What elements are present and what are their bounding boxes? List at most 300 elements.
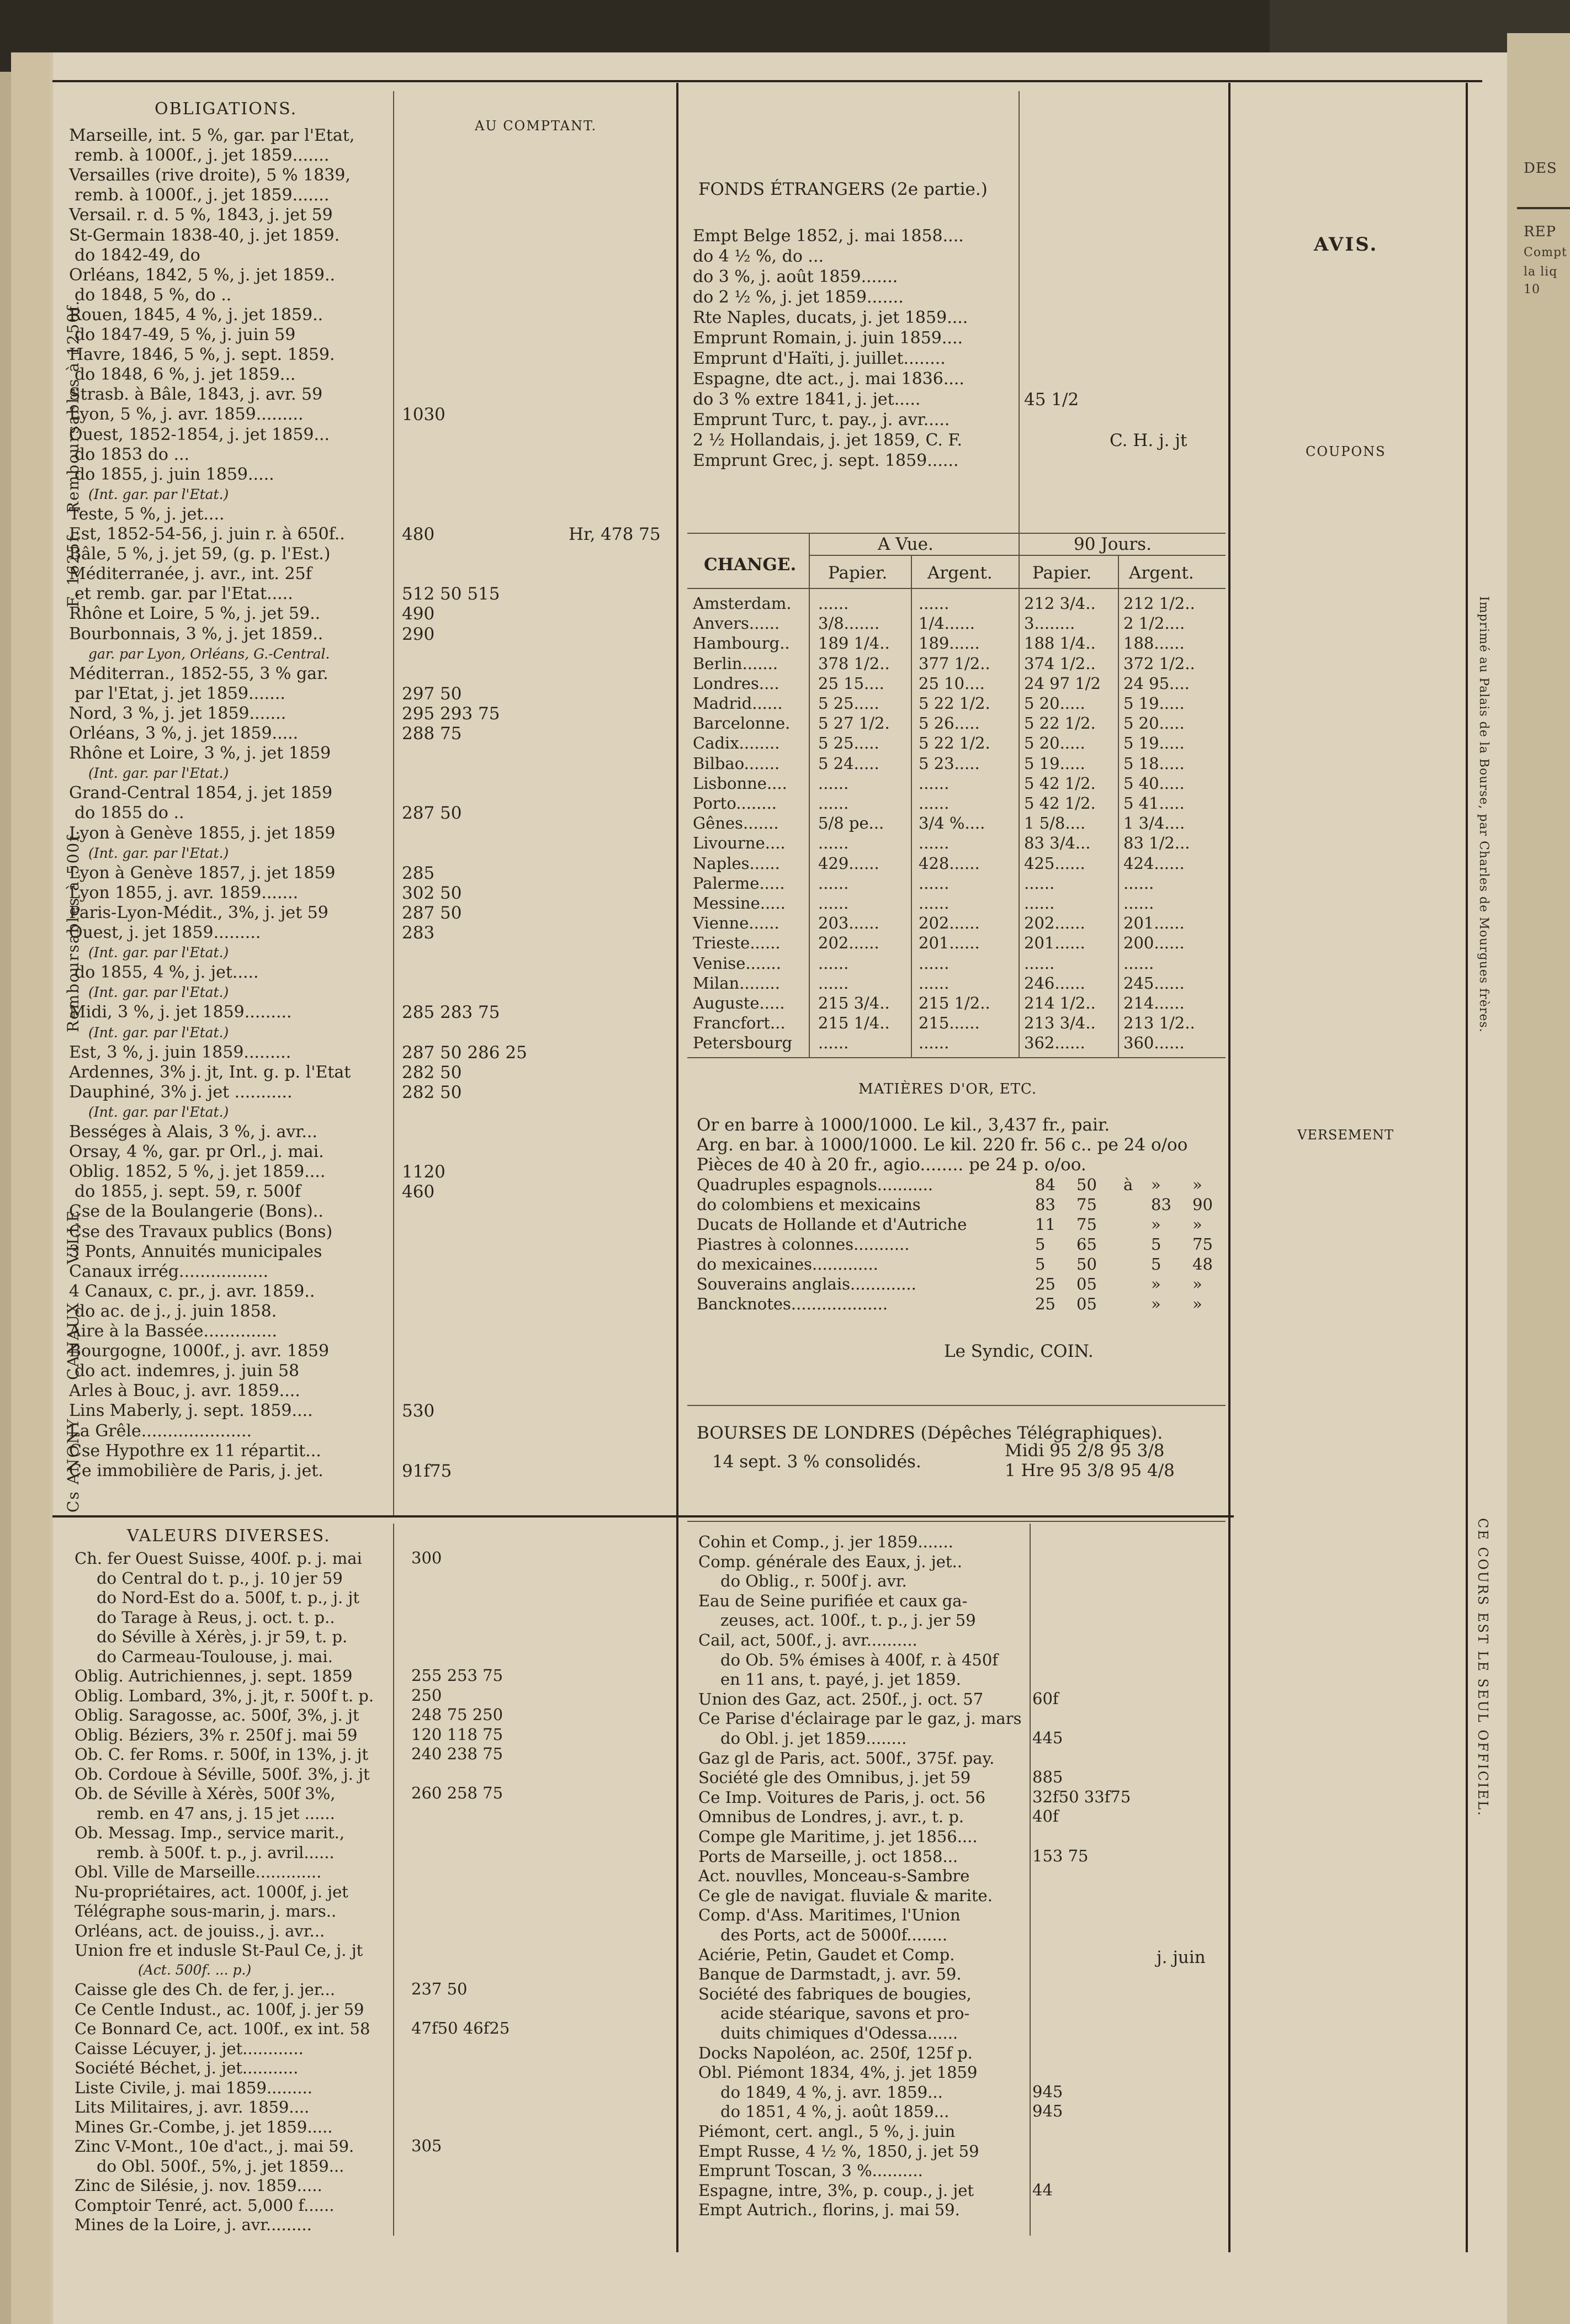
change-city: Auguste..... — [693, 994, 785, 1012]
obligation-line: remb. à 1000f., j. jet 1859....... — [75, 146, 330, 166]
valeur-line: remb. en 47 ans, j. 15 jet ...... — [97, 1803, 335, 1823]
change-rate: 377 1/2.. — [919, 654, 990, 673]
matieres-line3: Pièces de 40 à 20 fr., agio........ pe 24 p. o/oo. — [697, 1155, 1086, 1175]
valeur-line: Caisse gle des Ch. de fer, j. jer... — [75, 1980, 336, 1999]
change-rate: 212 3/4.. — [1024, 594, 1096, 613]
change-col-rule-4 — [1118, 555, 1119, 1057]
valeur-value: 240 238 75 — [411, 1744, 503, 1763]
top-rule — [52, 80, 1482, 82]
change-city: Palerme..... — [693, 873, 785, 893]
adjacent-des: DES — [1524, 160, 1557, 177]
change-city: Barcelonne. — [693, 714, 791, 733]
change-avue: A Vue. — [878, 534, 933, 554]
obligation-line: Est, 3 %, j. juin 1859......... — [69, 1042, 291, 1062]
matiere-value: 90 — [1192, 1195, 1213, 1214]
change-rate: ...... — [818, 594, 849, 613]
obligation-value: 91f75 — [402, 1461, 452, 1481]
change-rate: 362...... — [1024, 1033, 1085, 1053]
obligation-value: 1030 — [402, 405, 445, 425]
change-head-rule — [809, 555, 1226, 556]
londres-rule — [687, 1405, 1226, 1406]
obligation-line: Strasb. à Bâle, 1843, j. avr. 59 — [69, 385, 323, 405]
change-rate: ...... — [919, 794, 950, 813]
change-rate: 1/4...... — [919, 614, 975, 633]
officiel-note: CE COURS EST LE SEUL OFFICIEL. — [1475, 1518, 1491, 1817]
valeur-line: do Carmeau-Toulouse, j. mai. — [97, 1647, 333, 1666]
obligation-value-2: Hr, 478 75 — [569, 524, 661, 544]
change-city: Madrid...... — [693, 694, 783, 713]
obligation-line: do 1848, 6 %, j. jet 1859... — [75, 365, 296, 385]
change-rate: 24 95.... — [1123, 673, 1190, 693]
matieres-line1: Or en barre à 1000/1000. Le kil., 3,437 fr., pair. — [697, 1115, 1110, 1135]
matiere-value: 65 — [1076, 1235, 1097, 1254]
valeur2-line: do Obl. j. jet 1859........ — [720, 1729, 907, 1748]
obligation-line: do 1848, 5 %, do .. — [75, 285, 232, 305]
obligation-line: Nord, 3 %, j. jet 1859....... — [69, 703, 287, 723]
londres-r2: 1 Hre 95 3/8 95 4/8 — [1005, 1461, 1175, 1481]
valeur2-line: en 11 ans, t. payé, j. jet 1859. — [720, 1670, 961, 1689]
change-rate: 5 25..... — [818, 734, 879, 753]
valeur-line: Mines Gr.-Combe, j. jet 1859..... — [75, 2117, 333, 2136]
valeurs-title: VALEURS DIVERSES. — [127, 1526, 331, 1546]
valeur-line: (Act. 500f. ... p.) — [138, 1961, 252, 1978]
change-city: Gênes....... — [693, 814, 779, 833]
obligation-value: 1120 — [402, 1162, 445, 1182]
obligation-line: Cse Hypothre ex 11 répartit... — [69, 1441, 321, 1461]
change-city: Vienne...... — [693, 914, 779, 933]
obligation-value: 285 — [402, 863, 435, 883]
valeur-line: Ob. de Séville à Xérès, 500f 3%, — [75, 1784, 336, 1803]
fonds-line: Emprunt Turc, t. pay., j. avr..... — [693, 410, 950, 429]
change-rate: 1 3/4.... — [1123, 814, 1185, 833]
matiere-value: 48 — [1192, 1255, 1213, 1274]
obligation-value: 490 — [402, 604, 435, 624]
change-rate: 5 22 1/2. — [919, 734, 990, 753]
obligation-value: 290 — [402, 624, 435, 644]
obligation-line: Rhône et Loire, 3 %, j. jet 1859 — [69, 744, 331, 763]
valeur2-line: Act. nouvlles, Monceau-s-Sambre — [698, 1866, 970, 1886]
londres-title: BOURSES DE LONDRES (Dépêches Télégraphiques). — [697, 1423, 1163, 1443]
valeur-line: Nu-propriétaires, act. 1000f, j. jet — [75, 1882, 348, 1901]
obligation-line: (Int. gar. par l'Etat.) — [88, 845, 229, 861]
change-rate: 372 1/2.. — [1123, 654, 1195, 673]
change-rate: ...... — [818, 773, 849, 793]
obligation-line: do 1853 do ... — [75, 444, 190, 464]
valeur-value: 47f50 46f25 — [411, 2019, 510, 2038]
valeur2-line: Empt Russe, 4 ½ %, 1850, j. jet 59 — [698, 2141, 979, 2161]
change-90jours: 90 Jours. — [1074, 534, 1152, 554]
valeur-line: do Tarage à Reus, j. oct. t. p.. — [97, 1607, 335, 1627]
valeur-line: Orléans, act. de jouiss., j. avr... — [75, 1921, 325, 1940]
change-city: Hambourg.. — [693, 634, 790, 653]
obligation-line: Bourgogne, 1000f., j. avr. 1859 — [69, 1341, 330, 1361]
change-rate: 202...... — [919, 914, 980, 933]
adjacent-rule — [1517, 207, 1570, 209]
fonds-line: Espagne, dte act., j. mai 1836.... — [693, 369, 964, 389]
valeur2-value: 40f — [1032, 1807, 1059, 1826]
obligation-line: do 1855, j. juin 1859..... — [75, 464, 274, 484]
change-rate: ...... — [919, 894, 950, 912]
obligation-value: 512 50 515 — [402, 584, 500, 604]
obligation-line: Dauphiné, 3% j. jet ........... — [69, 1082, 293, 1102]
obligation-line: Marseille, int. 5 %, gar. par l'Etat, — [69, 126, 355, 145]
valeur2-line: Espagne, intre, 3%, p. coup., j. jet — [698, 2180, 974, 2200]
obligation-line: remb. à 1000f., j. jet 1859....... — [75, 185, 330, 205]
obligation-value: 480 — [402, 524, 435, 544]
right-rule — [1228, 83, 1230, 2252]
obligation-line: Arles à Bouc, j. avr. 1859.... — [69, 1381, 300, 1401]
valeur-value: 260 258 75 — [411, 1784, 503, 1802]
valeur-value: 237 50 — [411, 1980, 468, 1998]
fonds-line: Empt Belge 1852, j. mai 1858.... — [693, 226, 964, 246]
change-rate: 424...... — [1123, 853, 1185, 873]
change-city: Cadix........ — [693, 734, 780, 753]
change-rate: ...... — [919, 773, 950, 793]
valeur-line: Société Béchet, j. jet........... — [75, 2058, 299, 2077]
coupons-heading: COUPONS — [1306, 444, 1386, 459]
obligation-line: Lyon, 5 %, j. avr. 1859......... — [69, 405, 304, 425]
valeur2-line: do Ob. 5% émises à 400f, r. à 450f — [720, 1650, 999, 1669]
center-rule — [676, 83, 678, 2252]
matiere-value: 05 — [1076, 1294, 1097, 1313]
valeur2-line: Société gle des Omnibus, j. jet 59 — [698, 1768, 971, 1787]
change-rate: 5 23..... — [919, 754, 980, 773]
side-label-1625: F. 1625f. — [64, 529, 82, 607]
change-rule — [687, 533, 1226, 534]
obligation-line: Méditerranée, j. avr., int. 25f — [69, 564, 312, 584]
obligation-line: par l'Etat, j. jet 1859....... — [75, 683, 285, 703]
change-rate: 5 20..... — [1024, 734, 1085, 753]
obligation-line: (Int. gar. par l'Etat.) — [88, 945, 229, 961]
obligation-line: Lyon à Genève 1855, j. jet 1859 — [69, 823, 336, 843]
change-city: Naples...... — [693, 853, 780, 873]
valeur2-line: Emprunt Toscan, 3 %.......... — [698, 2161, 923, 2180]
margin-rule — [1466, 83, 1468, 2252]
change-papier-1: Papier. — [828, 563, 888, 583]
change-rate: 5 26..... — [919, 714, 980, 733]
obligation-line: Ardennes, 3% j. jt, Int. g. p. l'Etat — [69, 1062, 351, 1082]
matiere-value: 25 — [1035, 1275, 1055, 1293]
change-rate: ...... — [1123, 953, 1154, 973]
valeur2-line: Compe gle Maritime, j. jet 1856.... — [698, 1827, 978, 1846]
change-city: Berlin....... — [693, 654, 778, 673]
valeur2-line: Obl. Piémont 1834, 4%, j. jet 1859 — [698, 2063, 978, 2082]
matieres-title: MATIÈRES D'OR, ETC. — [858, 1081, 1037, 1097]
change-rate: 83 1/2... — [1123, 834, 1190, 853]
londres-r1: Midi 95 2/8 95 3/8 — [1005, 1441, 1165, 1461]
change-rate: 246...... — [1024, 973, 1085, 993]
valeur-line: Zinc de Silésie, j. nov. 1859..... — [75, 2176, 322, 2195]
obligation-line: do act. indemres, j. juin 58 — [75, 1361, 300, 1381]
valeur2-value: 153 75 — [1032, 1846, 1089, 1865]
obligation-value: 287 50 286 25 — [402, 1042, 527, 1063]
valeur-line: Ob. C. fer Roms. r. 500f, in 13%, j. jt — [75, 1745, 369, 1764]
valeur-line: Union fre et indusle St-Paul Ce, j. jt — [75, 1941, 363, 1960]
change-rate: 429...... — [818, 853, 879, 873]
valeur-line: Liste Civile, j. mai 1859......... — [75, 2078, 312, 2097]
valeur-line: do Central do t. p., j. 10 jer 59 — [97, 1568, 343, 1588]
obligation-line: Rouen, 1845, 4 %, j. jet 1859.. — [69, 305, 323, 325]
valeur2-line: Docks Napoléon, ac. 250f, 125f p. — [698, 2043, 973, 2062]
change-city: Messine..... — [693, 894, 786, 912]
change-rate: 215...... — [919, 1014, 980, 1033]
valeur-line: Lits Militaires, j. avr. 1859.... — [75, 2098, 310, 2116]
change-rate: 200...... — [1123, 933, 1185, 953]
obligation-line: Bâle, 5 %, j. jet 59, (g. p. l'Est.) — [69, 544, 331, 564]
valeur2-line: Union des Gaz, act. 250f., j. oct. 57 — [698, 1689, 984, 1708]
fonds-line: Rte Naples, ducats, j. jet 1859.... — [693, 308, 968, 327]
adjacent-page — [1507, 33, 1570, 2324]
change-city: Trieste...... — [693, 933, 781, 953]
obligations-title: OBLIGATIONS. — [155, 99, 298, 119]
valeur2-value: 945 — [1032, 2102, 1063, 2121]
matiere-value: 75 — [1192, 1235, 1213, 1254]
obligation-line: do ac. de j., j. juin 1858. — [75, 1301, 277, 1321]
change-rate: 24 97 1/2 — [1024, 673, 1101, 693]
change-city: Milan........ — [693, 973, 780, 993]
valeur-value: 305 — [411, 2136, 442, 2155]
obligation-line: Oblig. 1852, 5 %, j. jet 1859.... — [69, 1162, 326, 1182]
change-rate: ...... — [919, 953, 950, 973]
change-rate: 3........ — [1024, 614, 1075, 633]
change-rate: 5 22 1/2. — [1024, 714, 1096, 733]
valeur-line: Obl. Ville de Marseille............. — [75, 1863, 322, 1881]
change-rate: 2 1/2.... — [1123, 614, 1185, 633]
valeur2-line: Banque de Darmstadt, j. avr. 59. — [698, 1965, 962, 1984]
matiere-value: » — [1192, 1275, 1202, 1293]
change-city: Londres.... — [693, 673, 779, 693]
obligation-line: Grand-Central 1854, j. jet 1859 — [69, 783, 333, 803]
valeur2-value: 945 — [1032, 2082, 1063, 2101]
obligation-line: Canaux irrég................. — [69, 1261, 269, 1281]
matiere-value: 83 — [1035, 1195, 1055, 1214]
obligation-line: Lyon à Genève 1857, j. jet 1859 — [69, 863, 336, 883]
obligation-line: do 1855, 4 %, j. jet..... — [75, 963, 259, 983]
valeur2-line: Ce gle de navigat. fluviale & marite. — [698, 1886, 993, 1905]
matiere-name: do mexicaines............. — [697, 1255, 878, 1274]
change-title: CHANGE. — [704, 555, 797, 575]
valeur-line: Zinc V-Mont., 10e d'act., j. mai 59. — [75, 2137, 354, 2156]
adjacent-liq: la liq — [1524, 265, 1558, 279]
valeur-value: 120 118 75 — [411, 1725, 503, 1744]
change-rate: 5 19..... — [1123, 734, 1185, 753]
obligation-line: Lins Maberly, j. sept. 1859.... — [69, 1401, 313, 1421]
change-rate: 201...... — [1024, 933, 1085, 953]
valeur2-value: 44 — [1032, 2180, 1053, 2199]
obligation-value: 282 50 — [402, 1062, 462, 1083]
fonds-line: Emprunt d'Haïti, j. juillet........ — [693, 349, 946, 368]
change-rate: 5 25..... — [818, 694, 879, 713]
obligation-line: et remb. gar. par l'Etat..... — [75, 584, 293, 604]
valeur2-line: do Oblig., r. 500f j. avr. — [720, 1572, 907, 1591]
obligation-line: (Int. gar. par l'Etat.) — [88, 1103, 229, 1120]
matiere-value: » — [1192, 1294, 1202, 1313]
change-rate: 201...... — [919, 933, 980, 953]
matiere-value: 5 — [1151, 1235, 1161, 1254]
juin-note: j. juin — [1157, 1948, 1206, 1967]
change-rate: 5 24..... — [818, 754, 879, 773]
versement-heading: VERSEMENT — [1297, 1127, 1394, 1143]
mid-rule — [52, 1515, 1234, 1518]
matiere-name: Bancknotes................... — [697, 1294, 888, 1313]
val2-top-rule — [687, 1521, 1226, 1522]
obligation-value: 295 293 75 — [402, 703, 500, 724]
matiere-value: » — [1192, 1215, 1202, 1234]
fonds-value: C. H. j. jt — [1110, 431, 1187, 450]
obligation-line: Bességes à Alais, 3 %, j. avr... — [69, 1122, 317, 1142]
obligation-line: Orsay, 4 %, gar. pr Orl., j. mai. — [69, 1142, 324, 1162]
obligation-line: do 1842-49, do — [75, 245, 200, 265]
change-city: Lisbonne.... — [693, 773, 787, 793]
adjacent-rep: REP — [1524, 224, 1557, 240]
obligation-value: 460 — [402, 1182, 435, 1202]
change-rate: ...... — [818, 834, 849, 853]
obligation-line: (Int. gar. par l'Etat.) — [88, 984, 229, 1001]
change-rate: ...... — [818, 953, 849, 973]
side-label-ville: VILLE — [64, 1209, 82, 1264]
matiere-value: à — [1123, 1175, 1133, 1194]
change-rate: 5 42 1/2. — [1024, 794, 1096, 813]
change-rate: 3/4 %.... — [919, 814, 985, 833]
adjacent-10: 10 — [1524, 283, 1540, 296]
obligation-line: Havre, 1846, 5 %, j. sept. 1859. — [69, 345, 335, 365]
change-rate: 203...... — [818, 914, 879, 933]
obligation-line: Paris-Lyon-Médit., 3%, j. jet 59 — [69, 903, 328, 922]
change-rate: 202...... — [818, 933, 879, 953]
valeur-line: do Nord-Est do a. 500f, t. p., j. jt — [97, 1588, 360, 1607]
change-rate: ...... — [919, 834, 950, 853]
change-rate: ...... — [919, 973, 950, 993]
change-argent-1: Argent. — [927, 563, 993, 583]
obligation-line: (Int. gar. par l'Etat.) — [88, 486, 229, 502]
change-rate: ...... — [818, 794, 849, 813]
obligation-line: Lyon 1855, j. avr. 1859....... — [69, 883, 299, 903]
obligation-line: Ouest, j. jet 1859......... — [69, 923, 261, 942]
obligation-line: Ouest, 1852-1854, j. jet 1859... — [69, 425, 330, 444]
valeur2-line: Eau de Seine purifiée et caux ga- — [698, 1591, 968, 1610]
change-city: Petersbourg — [693, 1033, 793, 1053]
matiere-value: 75 — [1076, 1215, 1097, 1234]
valeur2-line: Ce Parise d'éclairage par le gaz, j. mars — [698, 1709, 1022, 1728]
side-label-anony: Cs ANONY — [64, 1418, 82, 1513]
matiere-value: 50 — [1076, 1255, 1097, 1274]
val2-value-rule — [1030, 1524, 1031, 2236]
valeur2-value: 885 — [1032, 1768, 1063, 1787]
matiere-value: 5 — [1035, 1235, 1046, 1254]
valeur-line: Caisse Lécuyer, j. jet............ — [75, 2039, 304, 2058]
valeur-line: remb. à 500f. t. p., j. avril...... — [97, 1843, 335, 1862]
matiere-value: 84 — [1035, 1175, 1055, 1194]
val-value-rule — [393, 1524, 394, 2236]
valeur2-line: duits chimiques d'Odessa...... — [720, 2024, 958, 2042]
obligation-value: 297 50 — [402, 683, 462, 704]
change-rate: ...... — [919, 594, 950, 613]
londres-left: 14 sept. 3 % consolidés. — [712, 1452, 921, 1472]
change-rate: ...... — [1024, 873, 1055, 893]
matiere-value: 5 — [1035, 1255, 1046, 1274]
change-rate: 188 1/4.. — [1024, 634, 1096, 653]
fonds-value-rule — [1019, 91, 1020, 533]
change-rate: 189...... — [919, 634, 980, 653]
valeur2-line: zeuses, act. 100f., t. p., j. jer 59 — [720, 1611, 976, 1630]
obligation-line: do 1847-49, 5 %, j. juin 59 — [75, 325, 296, 344]
obligation-line: do 1855 do .. — [75, 803, 184, 823]
change-rate: 5 20..... — [1123, 714, 1185, 733]
valeur2-line: acide stéarique, savons et pro- — [720, 2004, 970, 2023]
matiere-name: do colombiens et mexicains — [697, 1195, 921, 1214]
matiere-value: » — [1151, 1294, 1161, 1313]
change-rate: 214 1/2.. — [1024, 994, 1096, 1012]
valeur-line: Oblig. Saragosse, ac. 500f, 3%, j. jt — [75, 1706, 359, 1725]
matiere-name: Ducats de Hollande et d'Autriche — [697, 1215, 967, 1234]
side-label-canaux: CANAUX — [64, 1302, 82, 1380]
change-city: Porto........ — [693, 794, 777, 813]
matiere-value: 05 — [1076, 1275, 1097, 1293]
change-body-rule — [687, 588, 1226, 589]
obligation-line: Teste, 5 %, j. jet.... — [69, 504, 225, 524]
obligation-line: Versail. r. d. 5 %, 1843, j. jet 59 — [69, 205, 333, 225]
change-rate: 212 1/2.. — [1123, 594, 1195, 613]
change-rate: 215 1/2.. — [919, 994, 990, 1012]
change-rate: ...... — [818, 894, 849, 912]
valeur-line: Oblig. Autrichiennes, j. sept. 1859 — [75, 1667, 353, 1685]
change-rate: ...... — [1123, 894, 1154, 912]
change-rate: 25 10.... — [919, 673, 985, 693]
obligation-line: (Int. gar. par l'Etat.) — [88, 1024, 229, 1041]
fonds-line: Emprunt Romain, j. juin 1859.... — [693, 328, 963, 348]
obligation-line: Ce immobilière de Paris, j. jet. — [69, 1461, 323, 1481]
change-rate: ...... — [1024, 953, 1055, 973]
change-col-rule-2 — [911, 555, 912, 1057]
obligation-line: La Grêle..................... — [69, 1421, 252, 1441]
fonds-line: do 4 ½ %, do ... — [693, 247, 824, 266]
matiere-value: 11 — [1035, 1215, 1055, 1234]
obligation-line: Midi, 3 %, j. jet 1859......... — [69, 1002, 292, 1022]
obligation-line: gar. par Lyon, Orléans, G.-Central. — [88, 645, 330, 662]
obligation-line: 3 Ponts, Annuités municipales — [69, 1241, 322, 1261]
change-rate: 189 1/4.. — [818, 634, 890, 653]
change-rate: 5 20..... — [1024, 694, 1085, 713]
valeur2-line: Gaz gl de Paris, act. 500f., 375f. pay. — [698, 1748, 995, 1768]
obligation-value: 283 — [402, 923, 435, 943]
obligation-line: 4 Canaux, c. pr., j. avr. 1859.. — [69, 1281, 315, 1301]
valeur2-line: des Ports, act de 5000f........ — [720, 1925, 948, 1944]
matiere-value: 50 — [1076, 1175, 1097, 1194]
obligation-value: 302 50 — [402, 883, 462, 903]
change-col-rule-1 — [809, 533, 810, 1057]
change-city: Venise....... — [693, 953, 781, 973]
matiere-value: » — [1192, 1175, 1202, 1194]
change-rate: 83 3/4... — [1024, 834, 1091, 853]
matiere-name: Souverains anglais............. — [697, 1275, 916, 1293]
obligation-line: do 1855, j. sept. 59, r. 500f — [75, 1182, 301, 1202]
obligation-line: Aire à la Bassée.............. — [69, 1322, 278, 1341]
valeur-value: 250 — [411, 1685, 442, 1705]
change-rate: 25 15.... — [818, 673, 884, 693]
fonds-line: do 3 %, j. août 1859....... — [693, 267, 898, 286]
fonds-line: 2 ½ Hollandais, j. jet 1859, C. F. — [693, 431, 963, 450]
change-rate: 5 42 1/2. — [1024, 773, 1096, 793]
obligation-line: Bourbonnais, 3 %, j. jet 1859.. — [69, 624, 323, 644]
valeur-line: do Séville à Xérès, j. jr 59, t. p. — [97, 1627, 348, 1646]
obligation-line: Rhône et Loire, 5 %, j. jet 59.. — [69, 604, 321, 624]
valeur2-line: do 1851, 4 %, j. août 1859... — [720, 2102, 950, 2121]
obligation-value: 288 75 — [402, 724, 462, 744]
valeur2-line: Cohin et Comp., j. jer 1859....... — [698, 1532, 953, 1551]
valeur-line: Mines de la Loire, j. avr......... — [75, 2215, 312, 2234]
obl-value-rule — [393, 91, 394, 1515]
valeur-line: Ch. fer Ouest Suisse, 400f. p. j. mai — [75, 1549, 362, 1568]
